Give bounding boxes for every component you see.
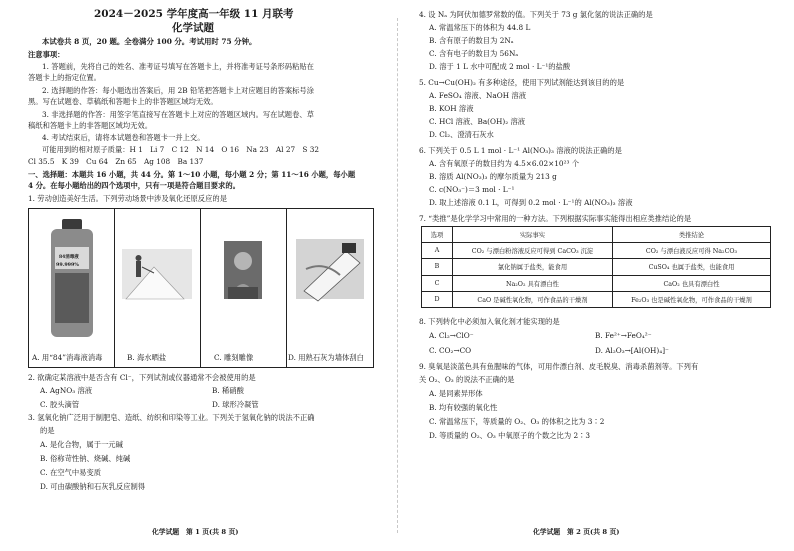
page-2	[397, 0, 794, 551]
question-3-option: D. 可由碳酸钠和石灰乳反应制得	[40, 482, 146, 491]
question-1-stem: 1. 劳动创造美好生活。下列劳动场景中涉及氧化还原反应的是	[28, 194, 227, 203]
question-3-option: C. 在空气中易变质	[40, 468, 102, 477]
question-9-option: C. 常温常压下，等质量的 O₂、O₃ 的体积之比为 3∶2	[429, 417, 605, 426]
table-cell: D	[422, 291, 453, 307]
question-5-option: C. HCl 溶液、Ba(OH)₂ 溶液	[429, 117, 526, 126]
table-cell: CO₂ 与漂白液反应可得 Na₂CO₃	[613, 243, 771, 259]
exam-intro: 本试卷共 8 页，20 题。全卷满分 100 分。考试用时 75 分钟。	[42, 37, 257, 46]
table-header-cell: 实际事实	[453, 227, 613, 243]
question-8-option: D. Al₂O₃→[Al(OH)₄]⁻	[595, 346, 669, 355]
question-7-table	[421, 226, 771, 308]
question-6-option: B. 溶质 Al(NO₃)₃ 的摩尔质量为 213 g	[429, 172, 557, 181]
question-1-figures	[28, 208, 374, 368]
question-8-option: A. Cl₂→ClO⁻	[429, 331, 474, 340]
table-cell: Na₂O₂ 具有漂白性	[453, 275, 613, 291]
question-3-option: B. 俗称苛性钠、烧碱、纯碱	[40, 454, 131, 463]
sea-salt-image	[114, 209, 200, 349]
exam-subject: 化学试题	[172, 22, 214, 34]
question-9-option: D. 等质量的 O₂、O₃ 中氧原子的个数之比为 2∶3	[429, 431, 591, 440]
table-row	[422, 259, 771, 275]
question-2-stem: 2. 欲确定某溶液中是否含有 Cl⁻，下列试剂或仪器通常不会被使用的是	[28, 373, 256, 382]
table-cell: CO₂ 与漂白粉溶液反应可得到 CaCO₃ 沉淀	[453, 243, 613, 259]
question-6-option: C. c(NO₃⁻)＝3 mol · L⁻¹	[429, 185, 515, 194]
question-6-stem: 6. 下列关于 0.5 L 1 mol · L⁻¹ Al(NO₃)₃ 溶液的说法正确的是	[419, 146, 622, 155]
notice-line: 答题卡上的指定位置。	[28, 73, 101, 82]
question-9-option: B. 均有较强的氧化性	[429, 403, 498, 412]
question-5-option: B. KOH 溶液	[429, 104, 474, 113]
question-5-option: A. FeSO₄ 溶液、NaOH 溶液	[429, 91, 527, 100]
atomic-masses: 可能用到的相对原子质量：H 1 Li 7 C 12 N 14 O 16 Na 23 Al 27 S 32	[42, 145, 320, 154]
notice-line: 稿纸和答题卡上的非答题区域均无效。	[28, 121, 153, 130]
notice-line: 4. 考试结束后，请将本试题卷和答题卡一并上交。	[42, 133, 205, 142]
question-9-stem: 关 O₂、O₃ 的说法不正确的是	[419, 375, 515, 384]
table-header-row	[422, 227, 771, 243]
question-9-option: A. 是同素异形体	[429, 389, 483, 398]
table-cell: A	[422, 243, 453, 259]
question-4-stem: 4. 设 Nₐ 为阿伏加德罗常数的值。下列关于 73 g 氯化氢的说法正确的是	[419, 10, 653, 19]
question-2-option: D. 球形冷凝管	[212, 400, 259, 409]
question-6-option: D. 取上述溶液 0.1 L，可得到 0.2 mol · L⁻¹的 Al(NO₃)₃ 溶液	[429, 198, 633, 207]
question-5-option: D. Cl₂、澄清石灰水	[429, 130, 494, 139]
table-cell: CaO 是碱性氧化物，可作食品的干燥剂	[453, 291, 613, 307]
question-7-stem: 7. “类推”是化学学习中常用的一种方法。下列根据实际事实能得出相应类推结论的是	[419, 214, 692, 223]
statue-image	[200, 209, 286, 349]
table-cell: Fe₂O₃ 也是碱性氧化物，可作食品的干燥剂	[613, 291, 771, 307]
notice-line: 1. 答题前，先将自己的姓名、准考证号填写在答题卡上，并将准考证号条形码粘贴在	[42, 62, 314, 71]
atomic-masses: Cl 35.5 K 39 Cu 64 Zn 65 Ag 108 Ba 137	[28, 157, 204, 166]
question-4-option: D. 溶于 1 L 水中可配成 2 mol · L⁻¹的盐酸	[429, 62, 571, 71]
table-cell: 氯化钠属于盐类，能食用	[453, 259, 613, 275]
question-3-option: A. 是化合物，属于一元碱	[40, 440, 123, 449]
question-2-option: B. 稀硝酸	[212, 386, 244, 395]
notice-line: 2. 选择题的作答：每小题选出答案后，用 2B 铅笔把答题卡上对应题目的答案标号涂	[42, 86, 315, 95]
table-cell: CuSO₄ 也属于盐类，也能食用	[613, 259, 771, 275]
question-4-option: A. 常温常压下的体积为 44.8 L	[429, 23, 531, 32]
question-4-option: C. 含有电子的数目为 56Nₐ	[429, 49, 519, 58]
question-5-stem: 5. Cu→Cu(OH)₂ 有多种途径，使用下列试剂能达到该目的的是	[419, 78, 625, 87]
figure-d	[286, 209, 373, 367]
table-header-cell: 类推结论	[613, 227, 771, 243]
question-3-stem: 的是	[40, 426, 55, 435]
notice-line: 3. 非选择题的作答：用签字笔直接写在答题卡上对应的答题区域内。写在试题卷、草	[42, 110, 314, 119]
section-heading: 4 分。在每小题给出的四个选项中，只有一项是符合题目要求的。	[28, 181, 240, 190]
table-cell: CaO₂ 也具有漂白性	[613, 275, 771, 291]
question-3-stem: 3. 氢氧化钠广泛用于制肥皂、造纸、纺织和印染等工业。下列关于氢氧化钠的说法不正确	[28, 413, 315, 422]
section-heading: 一、选择题：本题共 16 小题，共 44 分。第 1～10 小题，每小题 2 分；第 11～16 小题，每小题	[28, 170, 356, 179]
table-row	[422, 291, 771, 307]
question-9-stem: 9. 臭氧是淡蓝色具有鱼腥味的气体，可用作漂白剂、皮毛脱臭、消毒杀菌剂等。下列有	[419, 362, 699, 371]
table-cell: C	[422, 275, 453, 291]
table-row	[422, 275, 771, 291]
option-a: A. 用“84”消毒液消毒	[32, 353, 103, 362]
figure-a	[29, 209, 115, 367]
bottle-percent: 99.999%	[56, 262, 79, 268]
question-4-option: B. 含有原子的数目为 2Nₐ	[429, 36, 514, 45]
table-header-cell: 选项	[422, 227, 453, 243]
figure-c	[200, 209, 287, 367]
option-d: D. 用熟石灰为墙体刮白	[288, 353, 364, 362]
page-footer: 化学试题 第 1 页(共 8 页)	[152, 528, 239, 536]
question-8-stem: 8. 下列转化中必须加入氧化剂才能实现的是	[419, 317, 560, 326]
table-cell: B	[422, 259, 453, 275]
option-b: B. 海水晒盐	[127, 353, 167, 362]
question-8-option: C. CO₂→CO	[429, 346, 472, 355]
exam-title: 2024－2025 学年度高一年级 11 月联考	[94, 8, 294, 20]
page-footer: 化学试题 第 2 页(共 8 页)	[533, 528, 620, 536]
question-2-option: A. AgNO₃ 溶液	[40, 386, 93, 395]
notice-line: 黑。写在试题卷、草稿纸和答题卡上的非答题区域均无效。	[28, 97, 218, 106]
bottle-label: 84消毒液	[59, 255, 79, 260]
notice-heading: 注意事项：	[28, 50, 65, 59]
question-6-option: A. 含有氧原子的数目约为 4.5×6.02×10²³ 个	[429, 159, 580, 168]
wall-whitewash-image	[286, 209, 373, 349]
question-2-option: C. 胶头滴管	[40, 400, 80, 409]
disinfectant-bottle-image	[29, 209, 114, 349]
question-8-option: B. Fe²⁺→FeO₄²⁻	[595, 331, 652, 340]
option-c: C. 雕刻雕像	[214, 353, 254, 362]
figure-b	[114, 209, 201, 367]
table-row	[422, 243, 771, 259]
